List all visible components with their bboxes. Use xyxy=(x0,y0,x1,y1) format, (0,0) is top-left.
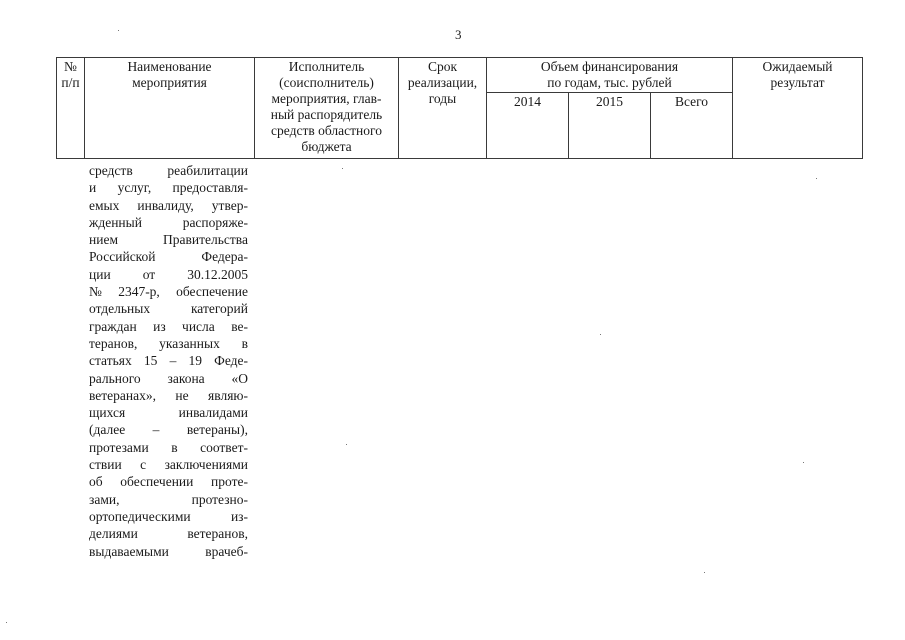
text-word: обеспечение xyxy=(176,284,248,300)
text-word: нием xyxy=(89,232,118,248)
text-word: заключениями xyxy=(164,457,248,473)
text-word: утвер- xyxy=(211,197,248,213)
text-line xyxy=(89,370,248,387)
text-line xyxy=(89,543,248,560)
text-word: ортопедическими xyxy=(89,508,191,524)
text-word: – xyxy=(169,353,177,369)
text-word: являю- xyxy=(208,387,248,403)
text-word: реабилитации xyxy=(167,163,248,178)
text-line xyxy=(89,162,248,179)
text-word: 19 xyxy=(188,353,202,369)
text-word: жденный xyxy=(89,214,142,230)
text-word: № xyxy=(89,284,102,300)
text-line xyxy=(89,179,248,196)
text-line xyxy=(89,473,248,490)
text-word: от xyxy=(142,266,156,282)
text-line xyxy=(89,491,248,508)
text-word: емых xyxy=(89,197,120,213)
text-line xyxy=(89,404,248,421)
text-word: – xyxy=(152,422,160,438)
text-word: из xyxy=(153,318,166,334)
text-line xyxy=(89,231,248,248)
header-financing: Объем финансирования по годам, тыс. рублей xyxy=(487,58,733,93)
text-word: в xyxy=(241,335,248,351)
scan-speck xyxy=(342,168,343,169)
text-word: услуг, xyxy=(117,180,152,196)
text-word: отдельных xyxy=(89,301,151,317)
text-word: щихся xyxy=(89,405,126,421)
text-word: и xyxy=(89,180,97,196)
text-word: закона xyxy=(167,370,205,386)
text-line xyxy=(89,335,248,352)
text-word: протезами xyxy=(89,439,149,455)
text-word: Российской xyxy=(89,249,156,265)
text-line xyxy=(89,439,248,456)
text-word: не xyxy=(175,387,189,403)
text-word: ве- xyxy=(231,318,248,334)
text-line xyxy=(89,248,248,265)
text-word: средств xyxy=(89,163,133,178)
text-word: обеспечении xyxy=(120,474,194,490)
text-word: категорий xyxy=(190,301,248,317)
text-word: 15 xyxy=(143,353,158,369)
text-word: инвалиду, xyxy=(137,197,194,213)
text-word: Феде- xyxy=(214,353,248,369)
text-line xyxy=(89,283,248,300)
text-word: выдаваемыми xyxy=(89,543,169,559)
text-line xyxy=(89,456,248,473)
text-line xyxy=(89,421,248,438)
text-line xyxy=(89,318,248,335)
text-word: инвалидами xyxy=(178,405,248,421)
text-word: ветеранах», xyxy=(89,387,157,403)
text-word: Федера- xyxy=(201,249,248,265)
text-word: ветераны), xyxy=(186,422,248,438)
header-result: Ожидаемый результат xyxy=(733,58,863,159)
scan-speck xyxy=(118,30,119,31)
text-word: проте- xyxy=(211,474,248,490)
header-term: Срок реализации, годы xyxy=(399,58,487,159)
text-word: об xyxy=(89,474,103,490)
text-word: в xyxy=(171,439,178,455)
text-word: теранов, xyxy=(89,335,138,351)
text-line xyxy=(89,387,248,404)
header-executor: Исполнитель (соисполнитель) мероприятия, глав- ный распорядитель средств областного бюджета xyxy=(255,58,399,159)
text-line xyxy=(89,214,248,231)
text-line xyxy=(89,300,248,317)
name-cell-text xyxy=(89,162,248,560)
text-word: 30.12.2005 xyxy=(187,266,248,282)
scan-speck xyxy=(803,462,804,463)
text-word: ствии xyxy=(89,457,122,473)
table-header xyxy=(56,57,863,159)
scan-speck xyxy=(6,622,7,623)
header-year-2015: 2015 xyxy=(569,93,651,159)
page-number: 3 xyxy=(455,27,462,42)
scan-speck xyxy=(704,572,705,573)
text-word: зами, xyxy=(89,491,120,507)
text-line xyxy=(89,266,248,283)
text-word: распоряже- xyxy=(182,214,248,230)
header-name: Наименование мероприятия xyxy=(85,58,255,159)
text-line xyxy=(89,352,248,369)
scan-speck xyxy=(816,178,817,179)
scan-speck xyxy=(600,334,601,335)
text-word: протезно- xyxy=(191,491,248,507)
scan-speck xyxy=(346,444,347,445)
text-word: соответ- xyxy=(200,439,248,455)
text-word: числа xyxy=(182,318,215,334)
header-total: Всего xyxy=(651,93,733,159)
text-word: рального xyxy=(89,370,141,386)
text-word: предоставля- xyxy=(172,180,248,196)
header-number: № п/п xyxy=(57,58,85,159)
text-word: врачеб- xyxy=(205,543,248,559)
text-word: ции xyxy=(89,266,111,282)
text-word: указанных xyxy=(159,335,220,351)
text-word: из- xyxy=(230,508,248,524)
text-word: статьях xyxy=(89,353,132,369)
text-word: с xyxy=(140,457,147,473)
text-word: ветеранов, xyxy=(187,526,248,542)
text-word: (далее xyxy=(89,422,126,438)
text-word: 2347-р, xyxy=(118,284,160,300)
header-year-2014: 2014 xyxy=(487,93,569,159)
text-word: Правительства xyxy=(163,232,248,248)
text-line xyxy=(89,525,248,542)
text-word: граждан xyxy=(89,318,137,334)
text-word: делиями xyxy=(89,526,138,542)
text-word: «О xyxy=(231,370,248,386)
text-line xyxy=(89,508,248,525)
text-line xyxy=(89,197,248,214)
